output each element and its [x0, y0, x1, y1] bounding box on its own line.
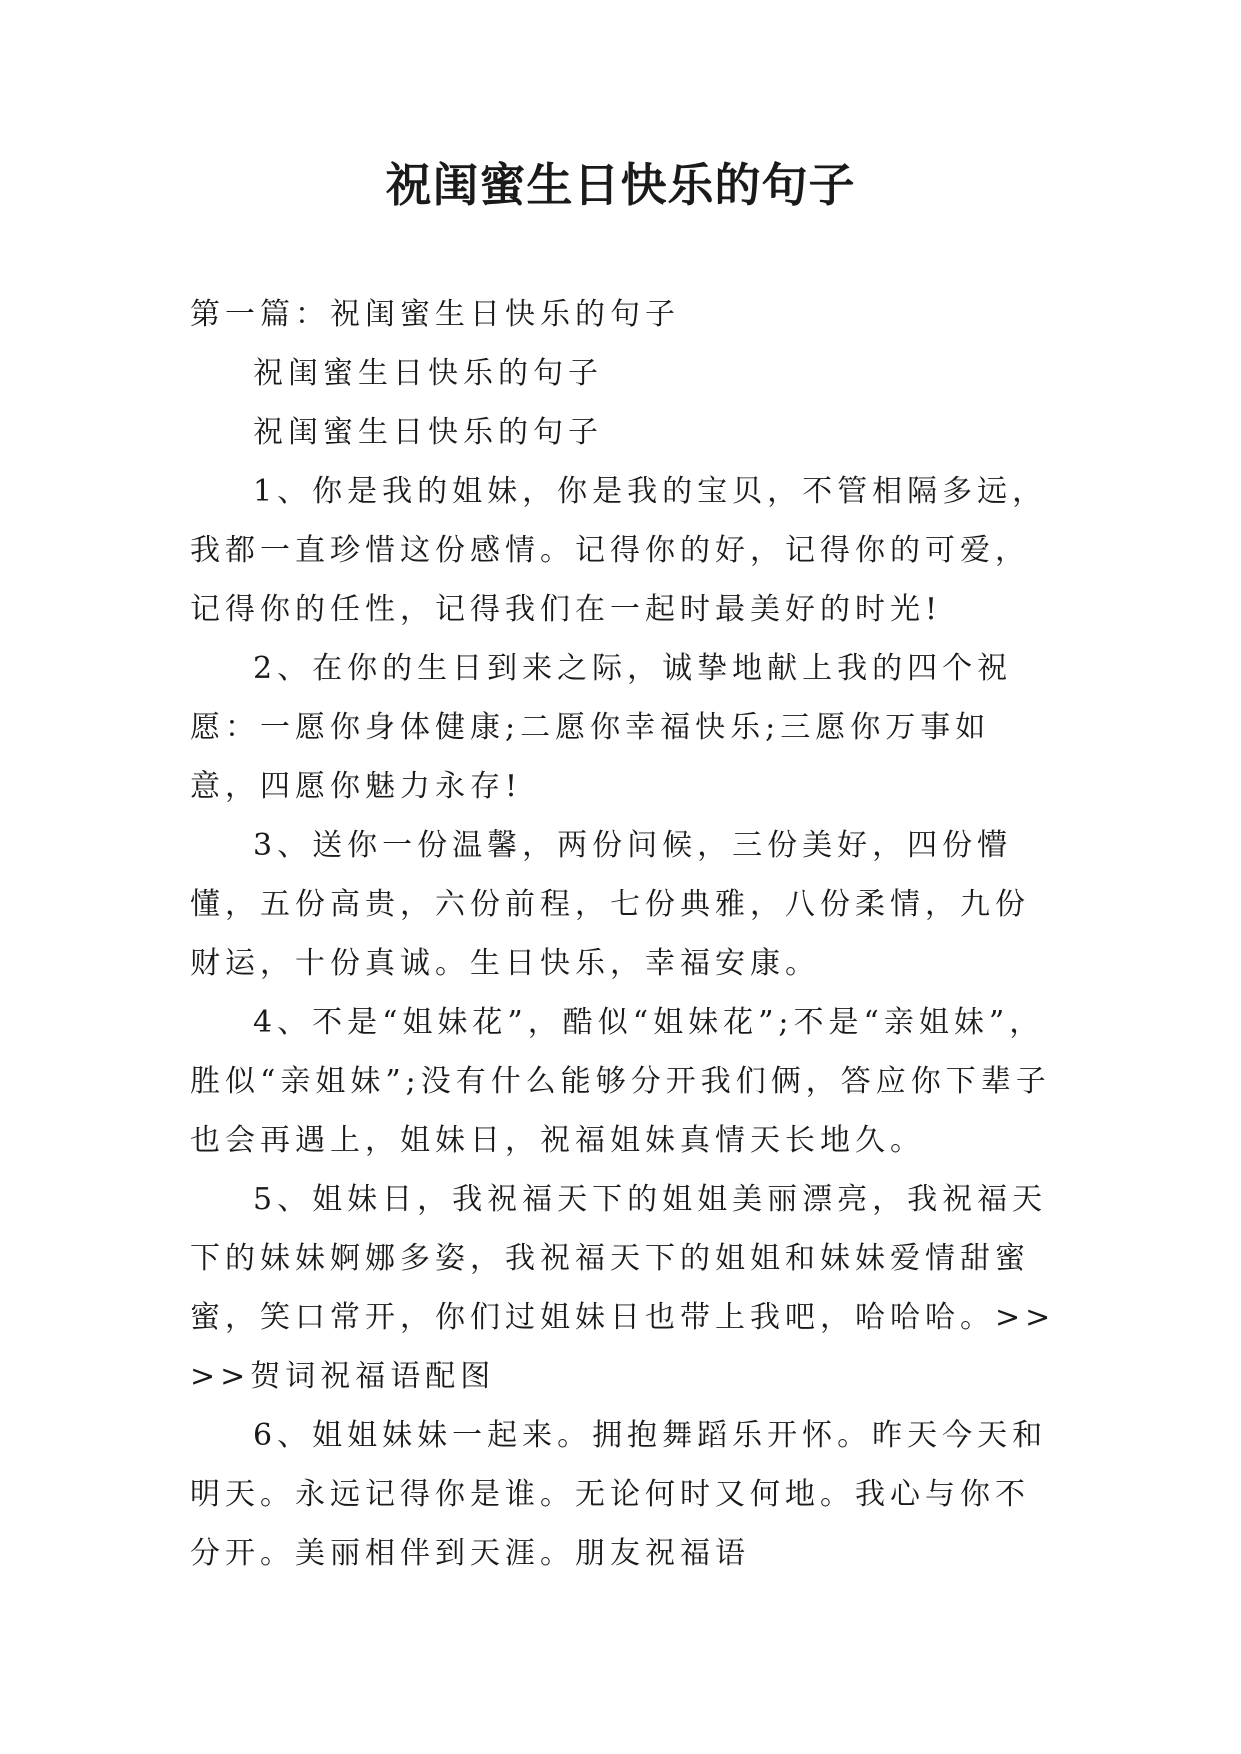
- body-paragraph: 5、姐妹日，我祝福天下的姐姐美丽漂亮，我祝福天下的妹妹婀娜多姿，我祝福天下的姐姐和妹妹爱情甜蜜蜜，笑口常开，你们过姐妹日也带上我吧，哈哈哈。>> >>贺词祝福语配图: [190, 1182, 1056, 1394]
- body-paragraph: 2、在你的生日到来之际，诚挚地献上我的四个祝愿：一愿你身体健康;二愿你幸福快乐;三愿你万事如意，四愿你魅力永存!: [190, 651, 1013, 804]
- document-body: [190, 285, 1060, 1583]
- body-paragraph: 6、姐姐妹妹一起来。拥抱舞蹈乐开怀。昨天今天和明天。永远记得你是谁。无论何时又何地。我心与你不分开。美丽相伴到天涯。朋友祝福语: [190, 1418, 1048, 1571]
- section-heading: 第一篇：祝闺蜜生日快乐的句子: [190, 297, 680, 332]
- body-paragraph: 4、不是“姐妹花”，酷似“姐妹花”;不是“亲姐妹”，胜似“亲姐妹”;没有什么能够分开我们俩，答应你下辈子也会再遇上，姐妹日，祝福姐妹真情天长地久。: [190, 1005, 1051, 1158]
- body-paragraph: 1、你是我的姐妹，你是我的宝贝，不管相隔多远，我都一直珍惜这份感情。记得你的好，记得你的可爱，记得你的任性，记得我们在一起时最美好的时光!: [190, 474, 1048, 627]
- subheading: 祝闺蜜生日快乐的句子: [253, 356, 603, 391]
- subheading: 祝闺蜜生日快乐的句子: [253, 415, 603, 450]
- body-paragraph: 3、送你一份温馨，两份问候，三份美好，四份懵懂，五份高贵，六份前程，七份典雅，八份柔情，九份财运，十份真诚。生日快乐，幸福安康。: [190, 828, 1030, 981]
- document-title: 祝闺蜜生日快乐的句子: [385, 158, 856, 212]
